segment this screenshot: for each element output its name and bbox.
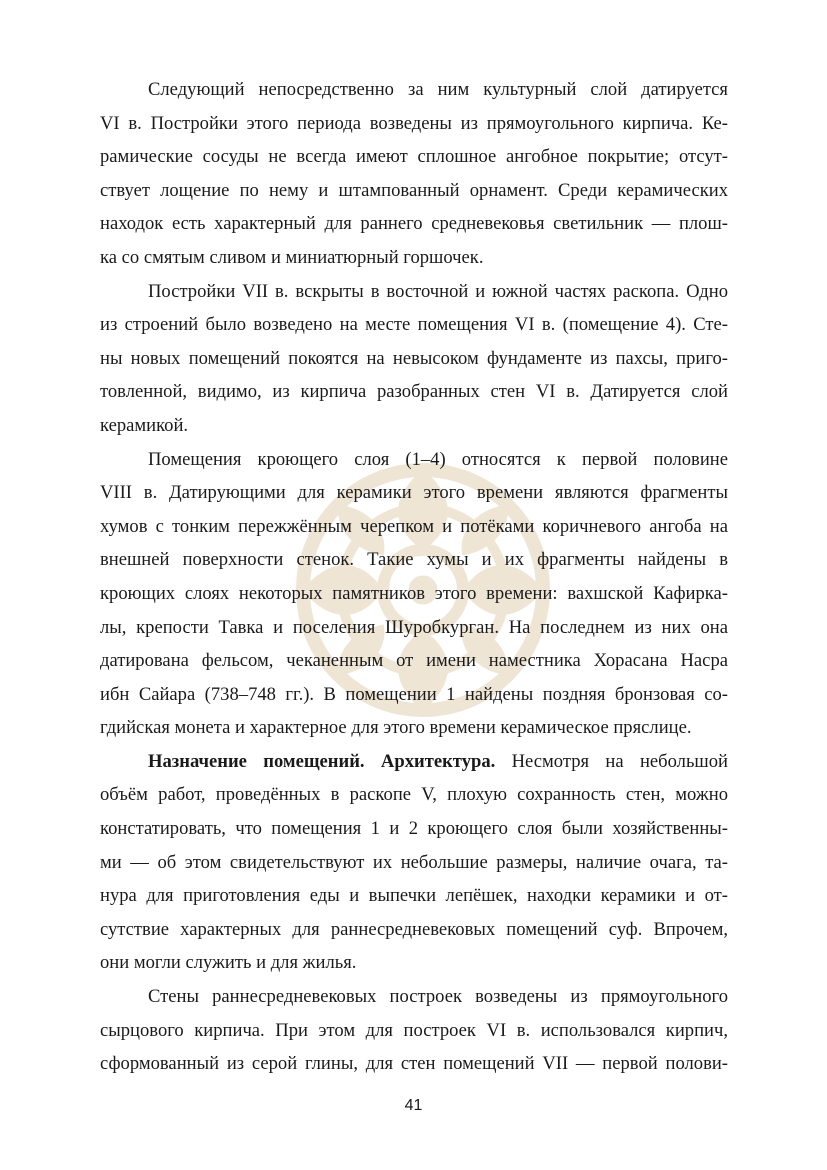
paragraph-1 [100, 73, 728, 275]
text-line: гдийская монета и характерное для этого времени керамическое пряслице. [100, 717, 692, 739]
page-number: 41 [404, 1097, 423, 1114]
paragraph-4 [100, 745, 728, 980]
text-line: объём работ, проведённых в раскопе V, плохую сохранность стен, можно [100, 784, 728, 806]
text-line: датирована фельсом, чеканенным от имени наместника Хорасана Насра [100, 650, 728, 672]
text-line: Постройки VII в. вскрыты в восточной и южной частях раскопа. Одно [148, 280, 728, 302]
text-run: Несмотря на небольшой [495, 750, 728, 772]
text-line: ствует лощение по нему и штампованный орнамент. Среди керамических [100, 179, 728, 201]
text-line: товленной, видимо, из кирпича разобранных стен VI в. Датируется слой [100, 381, 728, 403]
paragraph-5 [100, 980, 728, 1081]
text-line: хумов с тонким пережжённым черепком и потёками коричневого ангоба на [100, 515, 728, 537]
text-line: рамические сосуды не всегда имеют сплошное ангобное покрытие; отсут- [100, 146, 728, 168]
paragraph-3 [100, 443, 728, 745]
text-line: лы, крепости Тавка и поселения Шуробкурган. На последнем из них она [100, 616, 728, 638]
text-line: ка со смятым сливом и миниатюрный горшочек. [100, 246, 484, 268]
text-line: нура для приготовления еды и выпечки лепёшек, находки керамики и от- [100, 885, 728, 907]
text-line: Стены раннесредневековых построек возведены из прямоугольного [148, 986, 728, 1008]
text-line: находок есть характерный для раннего средневековья светильник — плош- [100, 213, 728, 235]
text-line: VIII в. Датирующими для керамики этого времени являются фрагменты [100, 482, 728, 504]
text-line: ибн Сайара (738–748 гг.). В помещении 1 найдены поздняя бронзовая со- [100, 683, 728, 705]
section-run-in-heading: Назначение помещений. Архитектура. [148, 750, 496, 772]
body-text [100, 73, 728, 1081]
text-line: ми — об этом свидетельствуют их небольшие размеры, наличие очага, та- [100, 851, 728, 873]
text-line: из строений было возведено на месте помещения VI в. (помещение 4). Сте- [100, 314, 728, 336]
text-line: VI в. Постройки этого периода возведены из прямоугольного кирпича. Ке- [100, 112, 728, 134]
text-line: сырцового кирпича. При этом для построек VI в. использовался кирпич, [100, 1019, 728, 1041]
text-line: сформованный из серой глины, для стен помещений VII — первой полови- [100, 1053, 728, 1075]
text-line: керамикой. [100, 414, 189, 436]
text-line-with-heading [100, 745, 728, 779]
text-line: сутствие характерных для раннесредневековых помещений суф. Впрочем, [100, 918, 728, 940]
text-line: кроющих слоях некоторых памятников этого времени: вахшской Кафирка- [100, 582, 728, 604]
text-line: они могли служить и для жилья. [100, 952, 357, 974]
text-line: внешней поверхности стенок. Такие хумы и их фрагменты найдены в [100, 549, 728, 571]
text-line: Следующий непосредственно за ним культурный слой датируется [148, 79, 728, 100]
text-line: ны новых помещений покоятся на невысоком фундаменте из пахсы, приго- [100, 347, 728, 369]
paragraph-2 [100, 275, 728, 443]
text-line: констатировать, что помещения 1 и 2 кроющего слоя были хозяйственны- [100, 818, 728, 840]
text-line: Помещения кроющего слоя (1–4) относятся к первой половине [148, 448, 728, 470]
